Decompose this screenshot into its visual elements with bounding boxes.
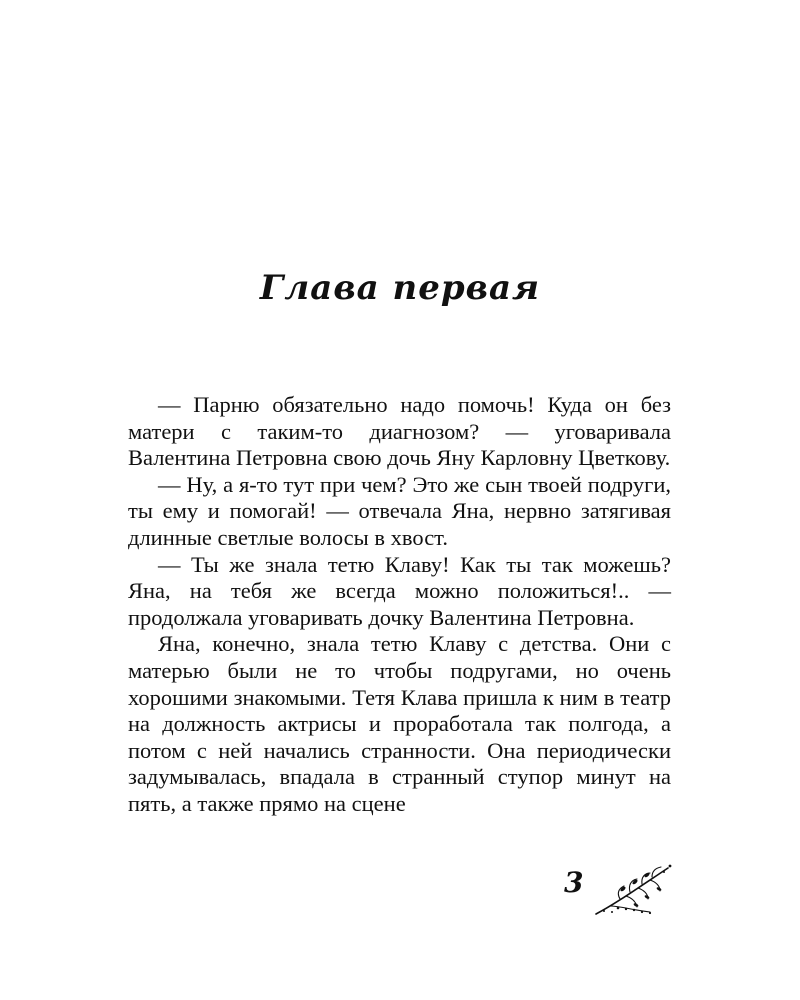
chapter-title: Глава первая xyxy=(259,268,541,308)
page-footer xyxy=(560,862,680,922)
chapter-text xyxy=(128,392,671,818)
paragraph: — Ну, а я-то тут при чем? Это же сын твоей подруги, ты ему и помогай! — отвечала Яна, нервно затягивая длинные светлые волосы в хвост. xyxy=(128,471,671,550)
paragraph: — Парню обязательно надо помочь! Куда он без матери с таким-то диагнозом? — уговаривала Валентина Петровна свою дочь Яну Карловну Цветкову. xyxy=(128,392,671,471)
paragraph: — Ты же знала тетю Клаву! Как ты так можешь? Яна, на тебя же всегда можно положиться!.. — продолжала уговаривать дочку Валентина Петровна. xyxy=(128,551,671,630)
page-number: 3 xyxy=(564,866,584,899)
paragraph: Яна, конечно, знала тетю Клаву с детства. Они с матерью были не то чтобы подругами, но очень хорошими знакомыми. Тетя Клава пришла к ним в театр на должность актрисы и проработала так полгода, а потом с ней начались странности. Она периодически задумывалась, впадала в странный ступор минут на пять, а также прямо на сцене xyxy=(128,631,671,816)
floral-sprig-icon xyxy=(590,862,680,922)
